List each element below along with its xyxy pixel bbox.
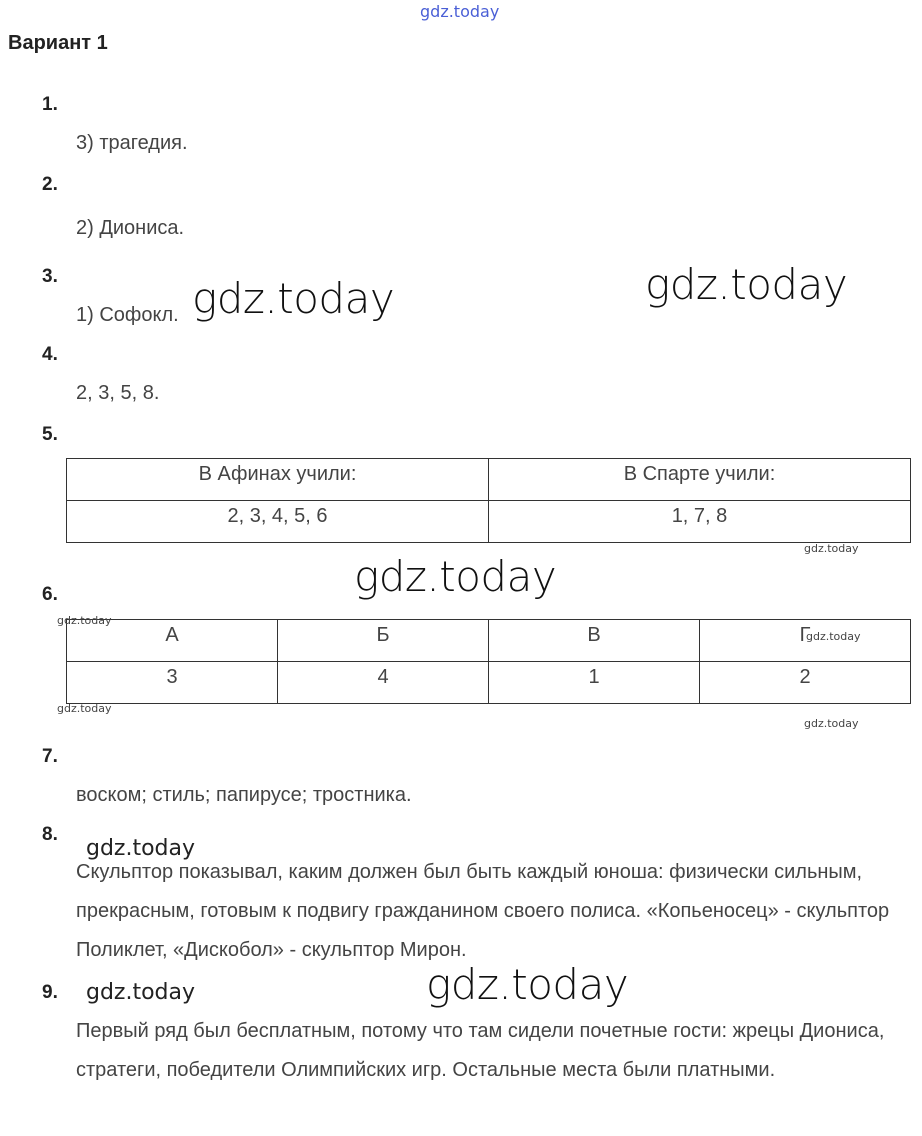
answer-3: 1) Софокл. xyxy=(76,304,179,326)
watermark: gdz.today xyxy=(86,836,196,861)
table-cell: 4 xyxy=(278,662,489,704)
item-number: 9. xyxy=(42,982,58,1003)
item-number: 5. xyxy=(42,424,58,445)
item-number: 6. xyxy=(42,584,58,605)
item-number: 8. xyxy=(42,824,58,845)
watermark: gdz.today xyxy=(645,260,848,309)
answer-1: 3) трагедия. xyxy=(76,132,188,154)
watermark: gdz.today xyxy=(426,960,629,1009)
watermark: gdz.today xyxy=(806,630,861,643)
answer-4: 2, 3, 5, 8. xyxy=(76,382,160,404)
answer-7: воском; стиль; папирусе; тростника. xyxy=(76,784,412,806)
table-header: Б xyxy=(278,620,489,662)
table-row xyxy=(67,501,911,543)
table-header: Г xyxy=(700,620,911,662)
answer-2: 2) Диониса. xyxy=(76,217,185,239)
watermark: gdz.today xyxy=(192,274,395,323)
watermark: gdz.today xyxy=(804,542,859,555)
answer-9: Первый ряд был бесплатным, потому что там сидели почетные гости: жрецы Диониса, стратеги, победители Олимпийских игр. Остальные места были платными. xyxy=(76,1020,885,1081)
answer-8: Скульптор показывал, каким должен был быть каждый юноша: физически сильным, прекрасным, готовым к подвигу гражданином своего полиса. «Копьеносец» - скульптор Поликлет, «Дискобол» - скульптор Мирон. xyxy=(76,861,890,961)
page-title: Вариант 1 xyxy=(8,32,108,54)
table-row xyxy=(67,459,911,501)
table-row xyxy=(67,662,911,704)
item-number: 3. xyxy=(42,266,58,287)
item-number: 7. xyxy=(42,746,58,767)
watermark: gdz.today xyxy=(420,2,500,21)
table-cell: 3 xyxy=(67,662,278,704)
table-5 xyxy=(66,458,911,543)
table-row xyxy=(67,620,911,662)
table-header: В Спарте учили: xyxy=(489,459,911,501)
table-header: В Афинах учили: xyxy=(67,459,489,501)
table-header: В xyxy=(489,620,700,662)
watermark: gdz.today xyxy=(354,552,557,601)
table-cell: 1 xyxy=(489,662,700,704)
item-number: 1. xyxy=(42,94,58,115)
table-cell: 2 xyxy=(700,662,911,704)
table-6 xyxy=(66,619,911,704)
table-cell: 1, 7, 8 xyxy=(489,501,911,543)
watermark: gdz.today xyxy=(57,702,112,715)
watermark: gdz.today xyxy=(86,980,196,1005)
watermark: gdz.today xyxy=(804,717,859,730)
table-header: А xyxy=(67,620,278,662)
table-cell: 2, 3, 4, 5, 6 xyxy=(67,501,489,543)
item-number: 2. xyxy=(42,174,58,195)
watermark: gdz.today xyxy=(57,614,112,627)
item-number: 4. xyxy=(42,344,58,365)
